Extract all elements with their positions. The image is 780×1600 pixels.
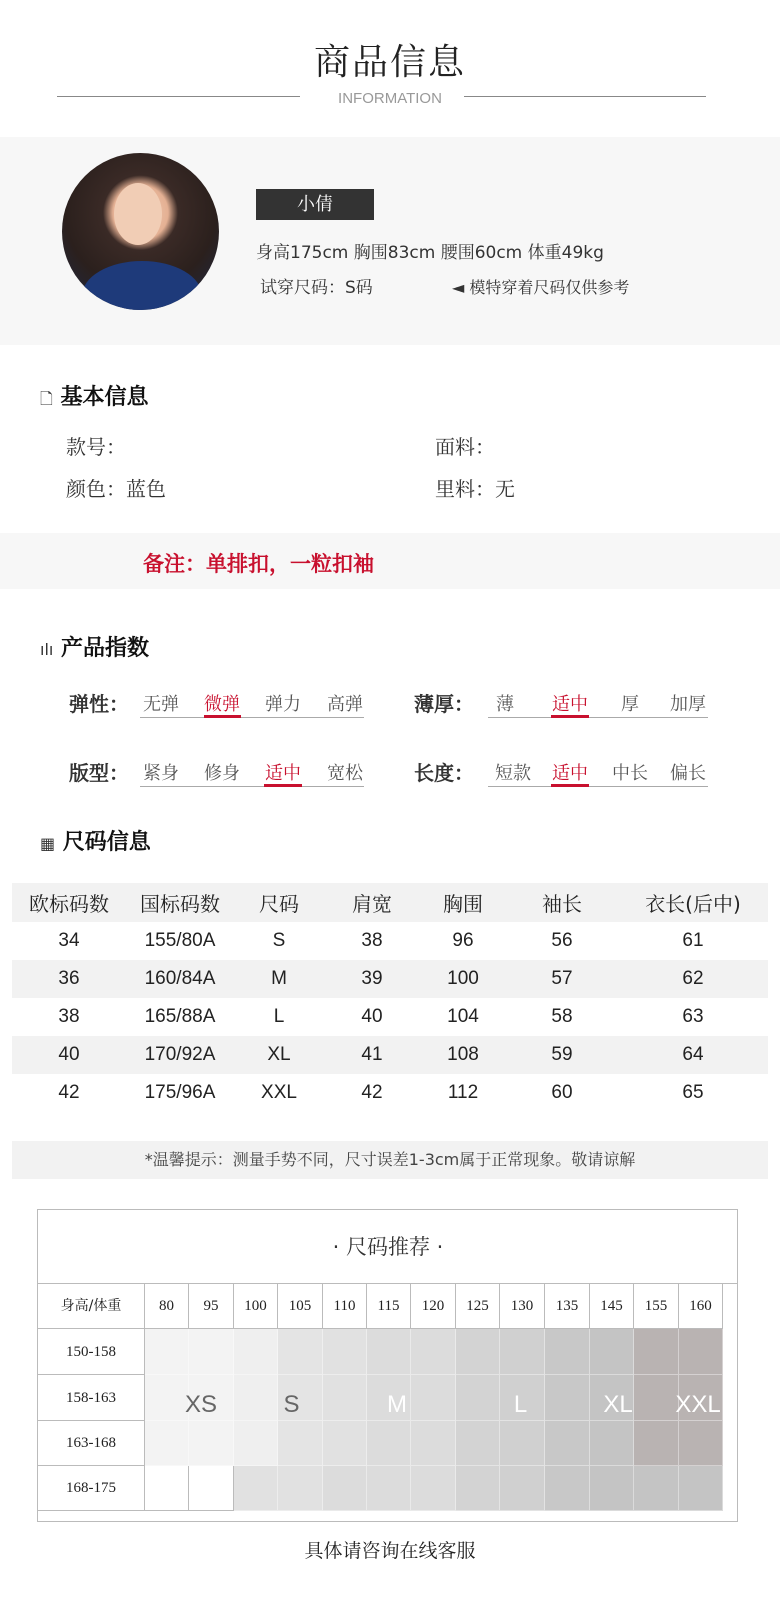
grid-cell [189, 1329, 234, 1375]
grid-cell [456, 1466, 500, 1511]
grid-cell [456, 1421, 500, 1466]
selected-marker [551, 715, 589, 718]
model-avatar [62, 153, 219, 310]
footer-text: 具体请咨询在线客服 [304, 1540, 476, 1562]
grid-weight-header: 100 [234, 1284, 278, 1329]
grid-weight-header: 155 [634, 1284, 679, 1329]
grid-cell [323, 1421, 367, 1466]
grid-cell [278, 1466, 323, 1511]
selected-marker [204, 715, 241, 718]
field-lining: 里料：无 [435, 477, 515, 501]
grid-cell [590, 1329, 634, 1375]
grid-cell [145, 1466, 189, 1511]
page-title: 商品信息 [313, 42, 466, 83]
table-header: 袖长 [542, 892, 582, 916]
grid-cell [367, 1466, 411, 1511]
size-info-heading: ▦ 尺码信息 [40, 830, 151, 855]
fit-scale [140, 786, 364, 787]
field-fabric: 面料： [435, 435, 495, 459]
grid-cell [545, 1329, 590, 1375]
grid-cell [545, 1466, 590, 1511]
thickness-option: 薄 [496, 694, 514, 715]
fit-option: 修身 [204, 763, 240, 784]
size-zone-label: XS [184, 1391, 217, 1418]
grid-cell [234, 1421, 278, 1466]
elasticity-option: 高弹 [327, 694, 363, 715]
field-style-no: 款号： [66, 435, 126, 459]
grid-corner-label: 身高/体重 [38, 1284, 145, 1329]
grid-weight-header: 115 [367, 1284, 411, 1329]
bar-chart-icon: ılı [40, 640, 54, 659]
table-header: 国标码数 [140, 892, 220, 916]
grid-cell [367, 1421, 411, 1466]
grid-cell [500, 1466, 545, 1511]
size-recommend-panel [37, 1209, 738, 1522]
document-icon: 🗋 [40, 389, 53, 408]
page-subtitle: INFORMATION [338, 90, 442, 107]
grid-cell [411, 1421, 456, 1466]
table-header: 胸围 [443, 892, 483, 916]
size-zone-label: S [283, 1391, 300, 1418]
table-row: 40 170/92A XL 41 108 59 64 [12, 1036, 768, 1074]
grid-weight-header: 105 [278, 1284, 323, 1329]
grid-weight-header: 80 [145, 1284, 189, 1329]
grid-weight-header: 95 [189, 1284, 234, 1329]
remark-text: 备注：单排扣，一粒扣袖 [143, 552, 374, 576]
grid-cell [679, 1421, 723, 1466]
grid-height-label: 150-158 [38, 1329, 145, 1375]
size-zone-label: M [387, 1391, 407, 1418]
grid-cell [411, 1329, 456, 1375]
grid-weight-header: 160 [679, 1284, 723, 1329]
grid-cell [367, 1329, 411, 1375]
table-row: 34 155/80A S 38 96 56 61 [58, 930, 704, 951]
grid-cell [189, 1421, 234, 1466]
selected-marker [264, 784, 302, 787]
grid-cell [323, 1466, 367, 1511]
elasticity-scale [140, 717, 364, 718]
grid-cell [634, 1329, 679, 1375]
grid-cell [278, 1329, 323, 1375]
grid-cell [590, 1421, 634, 1466]
grid-height-label: 158-163 [38, 1375, 145, 1421]
model-name: 小倩 [256, 189, 374, 220]
grid-cell [634, 1466, 679, 1511]
grid-cell [323, 1329, 367, 1375]
table-row: 38 165/88A L 40 104 58 63 [58, 1006, 704, 1027]
model-trial-size: 试穿尺码：S码 [260, 278, 373, 298]
grid-weight-header: 120 [411, 1284, 456, 1329]
grid-cell [189, 1466, 234, 1511]
grid-weight-header: 110 [323, 1284, 367, 1329]
basic-info-heading: 🗋 基本信息 [40, 385, 149, 410]
elasticity-option-selected: 微弹 [204, 694, 240, 715]
grid-cell [500, 1421, 545, 1466]
grid-cell [145, 1329, 189, 1375]
elasticity-option: 无弹 [143, 694, 179, 715]
calendar-icon: ▦ [40, 834, 56, 853]
grid-cell [234, 1466, 278, 1511]
thickness-option: 厚 [621, 694, 639, 715]
table-row: 42 175/96A XXL 42 112 60 65 [58, 1082, 704, 1103]
elasticity-option: 弹力 [265, 694, 301, 715]
product-index-heading: ılı 产品指数 [40, 636, 150, 661]
grid-height-label: 163-168 [38, 1421, 145, 1466]
length-option: 偏长 [670, 763, 706, 784]
grid-cell [411, 1466, 456, 1511]
fit-label: 版型： [69, 761, 129, 785]
size-zone-label: XL [603, 1391, 633, 1418]
grid-cell [500, 1329, 545, 1375]
fit-option: 宽松 [327, 763, 363, 784]
grid-cell [634, 1421, 679, 1466]
size-recommend-title: · 尺码推荐 · [38, 1210, 738, 1284]
length-option-selected: 适中 [552, 763, 588, 784]
size-table [12, 883, 768, 1112]
table-header: 衣长(后中) [645, 892, 741, 916]
grid-cell [456, 1329, 500, 1375]
thickness-scale [488, 717, 708, 718]
selected-marker [551, 784, 589, 787]
table-header: 尺码 [259, 892, 299, 916]
grid-cell [278, 1421, 323, 1466]
length-label: 长度： [414, 761, 474, 785]
grid-height-label: 168-175 [38, 1466, 145, 1511]
grid-weight-header: 125 [456, 1284, 500, 1329]
table-header: 欧标码数 [29, 892, 109, 916]
grid-cell [679, 1466, 723, 1511]
grid-weight-header: 135 [545, 1284, 590, 1329]
fit-option-selected: 适中 [265, 763, 301, 784]
grid-cell [679, 1329, 723, 1375]
grid-weight-header: 145 [590, 1284, 634, 1329]
size-zone-label: XXL [675, 1391, 721, 1418]
divider [464, 96, 706, 97]
length-option: 短款 [495, 763, 531, 784]
thickness-option: 加厚 [670, 694, 706, 715]
thickness-option-selected: 适中 [552, 694, 588, 715]
elasticity-label: 弹性： [69, 692, 129, 716]
model-measurements: 身高175cm 胸围83cm 腰围60cm 体重49kg [256, 243, 604, 263]
length-scale [488, 786, 708, 787]
grid-cell [234, 1329, 278, 1375]
field-color: 颜色：蓝色 [66, 477, 166, 501]
thickness-label: 薄厚： [414, 692, 474, 716]
grid-cell [590, 1466, 634, 1511]
table-row: 36 160/84A M 39 100 57 62 [12, 960, 768, 998]
tip-text: *温馨提示：测量手势不同，尺寸误差1-3cm属于正常现象。敬请谅解 [12, 1141, 768, 1179]
table-header: 肩宽 [352, 892, 392, 916]
fit-option: 紧身 [143, 763, 179, 784]
size-zone-label: L [513, 1391, 528, 1418]
model-note: ◄ 模特穿着尺码仅供参考 [452, 278, 630, 297]
grid-weight-header: 130 [500, 1284, 545, 1329]
length-option: 中长 [612, 763, 648, 784]
grid-cell [545, 1421, 590, 1466]
grid-cell [145, 1421, 189, 1466]
remark-bar [0, 533, 780, 589]
